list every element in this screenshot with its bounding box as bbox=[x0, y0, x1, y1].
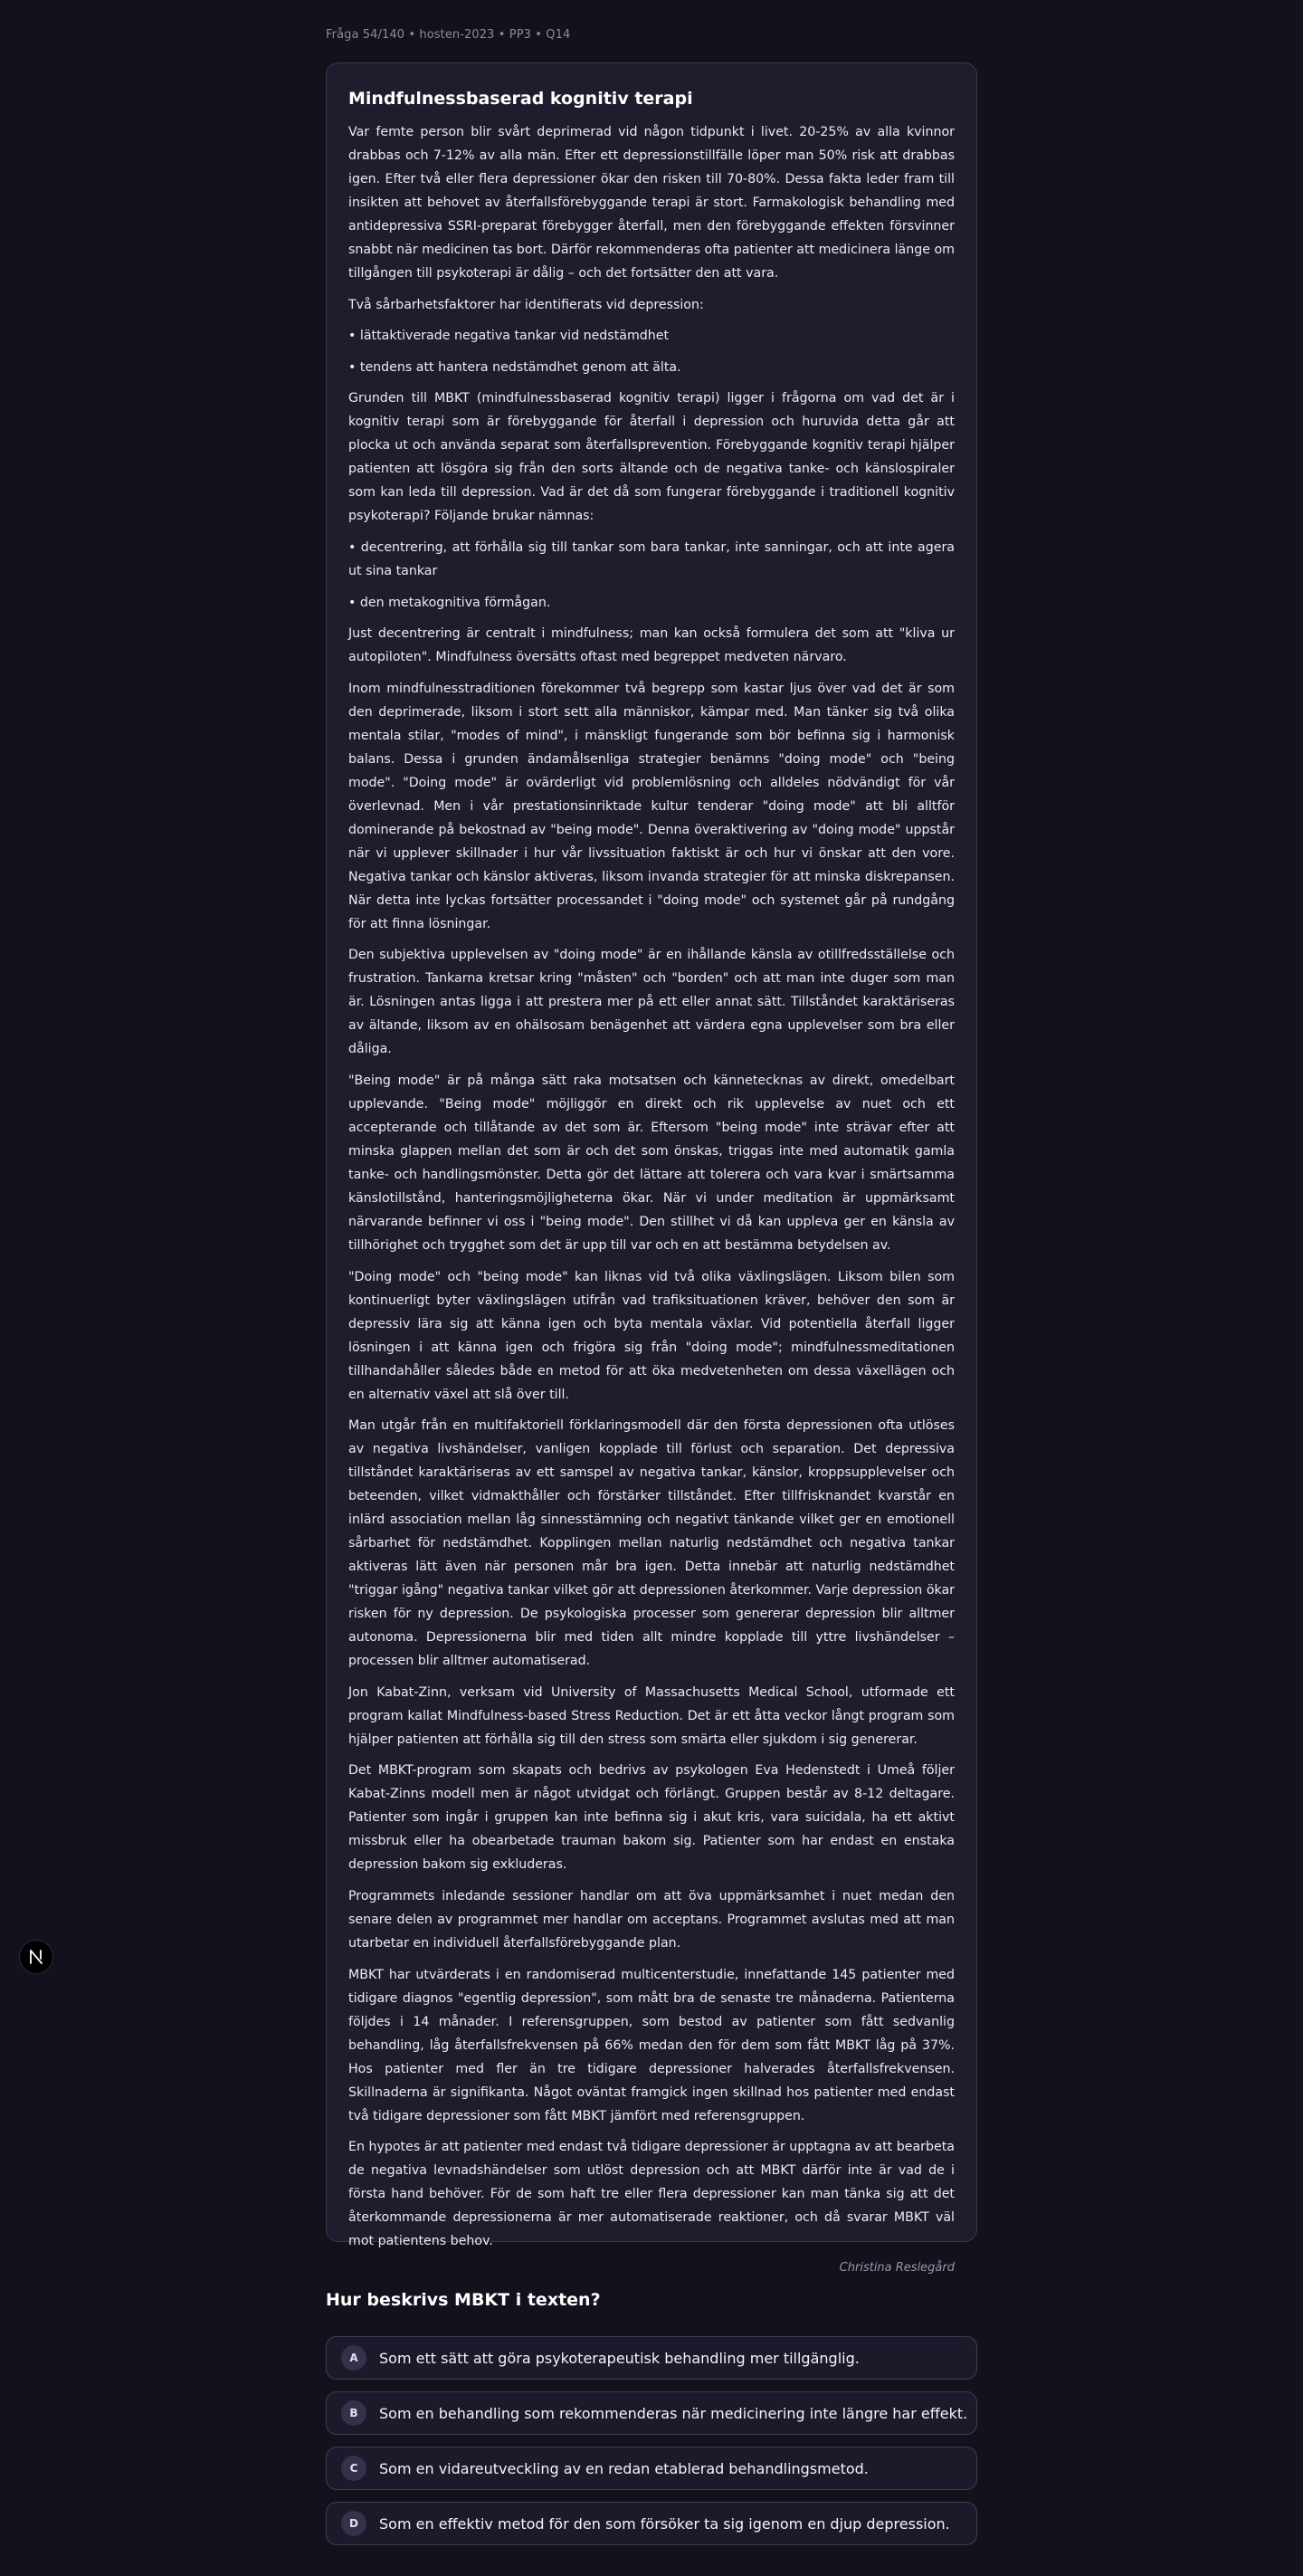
article-paragraph: • den metakognitiva förmågan. bbox=[348, 595, 551, 610]
article-paragraph: • lättaktiverade negativa tankar vid nedstämdhet bbox=[348, 329, 670, 344]
option-text: Som en behandling som rekommenderas när medicinering inte längre har effekt. bbox=[379, 2404, 968, 2422]
article-paragraph: Den subjektiva upplevelsen av "doing mode" är en ihållande känsla av otillfredsställelse och frustration. Tankarna kretsar kring "måsten" och "borden" och att man inte duger som man är. Lösningen antas ligga i att prestera mer på ett eller annat sätt. Tillståndet karaktäriseras av ältande, liksom av en ohälsosam benägenhet att värdera egna upplevelser som bra eller dåliga. bbox=[348, 948, 955, 1057]
article-paragraph: Två sårbarhetsfaktorer har identifierats vid depression: bbox=[348, 297, 704, 312]
option-letter-badge: C bbox=[341, 2456, 366, 2481]
next-logo-glyph bbox=[28, 1949, 44, 1965]
answer-option-d[interactable] bbox=[326, 2502, 977, 2545]
article-title: Mindfulnessbaserad kognitiv terapi bbox=[348, 89, 693, 109]
option-text: Som en vidareutveckling av en redan etablerad behandlingsmetod. bbox=[379, 2459, 869, 2477]
article-paragraph: • tendens att hantera nedstämdhet genom att älta. bbox=[348, 359, 681, 375]
option-letter-badge: B bbox=[341, 2400, 366, 2426]
article-paragraph: "Being mode" är på många sätt raka motsatsen och kännetecknas av direkt, omedelbart upplevande. "Being mode" möjliggör en direkt och rik upplevelse av nuet och ett accepterande och tillåtande av det som är. Eftersom "being mode" inte strävar efter att minska glappen mellan det som är och det som önskas, triggas inte med automatik gamla tanke- och handlingsmönster. Detta gör det lättare att tolerera och vara kvar i smärtsamma känslotillstånd, hanteringsmöjligheterna ökar. När vi under meditation är uppmärksamt närvarande befinner vi oss i "being mode". Den stillhet vi då kan uppleva ger en känsla av tillhörighet och trygghet som det är upp till var och en att bestämma betydelsen av. bbox=[348, 1073, 955, 1253]
article-paragraph: Inom mindfulnesstraditionen förekommer två begrepp som kastar ljus över vad det är som den deprimerade, liksom i stort sett alla människor, kämpar med. Man tänker sig två olika mentala stilar, "modes of mind", i mänskligt fungerande som bör befinna sig i harmonisk balans. Dessa i grunden ändamålsenliga strategier benämns "doing mode" och "being mode". "Doing mode" är ovärderligt vid problemlösning och alldeles nödvändigt för vår överlevnad. Men i vår prestationsinriktade kultur tenderar "doing mode" att bli alltför dominerande på bekostnad av "being mode". Denna överaktivering av "doing mode" uppstår när vi upplever skillnader i hur vår livssituation faktiskt är och hur vi önskar att den vore. Negativa tankar och känslor aktiveras, liksom invanda strategier för att minska diskrepansen. När detta inte lyckas fortsätter processandet i "doing mode" och systemet går på rundgång för att finna lösningar. bbox=[348, 681, 955, 931]
article-body bbox=[348, 120, 955, 2253]
article-paragraph: MBKT har utvärderats i en randomiserad multicenterstudie, innefattande 145 patienter med tidigare diagnos "egentlig depression", som mått bra de senaste tre månaderna. Patienterna följdes i 14 månader. I referensgruppen, som bestod av patienter som fått sedvanlig behandling, låg återfallsfrekvensen på 66% medan den för dem som fått MBKT låg på 37%. Hos patienter med fler än tre tidigare depressioner halverades återfallsfrekvensen. Skillnaderna är signifikanta. Något oväntat framgick ingen skillnad hos patienter med endast två tidigare depressioner som fått MBKT jämfört med referensgruppen. bbox=[348, 1967, 955, 2123]
answer-options bbox=[326, 2336, 977, 2557]
breadcrumb: Fråga 54/140 • hosten-2023 • PP3 • Q14 bbox=[326, 28, 571, 42]
option-letter-badge: A bbox=[341, 2345, 366, 2371]
article-paragraph: • decentrering, att förhålla sig till tankar som bara tankar, inte sanningar, och att inte agera ut sina tankar bbox=[348, 539, 955, 578]
article-paragraph: Man utgår från en multifaktoriell förklaringsmodell där den första depressionen ofta utlöses av negativa livshändelser, vanligen kopplade till förlust och separation. Det depressiva tillståndet karaktäriseras av ett samspel av negativa tankar, känslor, kroppsupplevelser och beteenden, vilket vidmakthåller och förstärker tillståndet. Efter tillfrisknandet kvarstår en inlärd association mellan låg sinnesstämning och negativt tänkande vilket ger en emotionell sårbarhet för nedstämdhet. Kopplingen mellan naturlig nedstämdhet och negativa tankar aktiveras lätt även när personen mår bra igen. Detta innebär att naturlig nedstämdhet "triggar igång" negativa tankar vilket gör att depressionen återkommer. Varje depression ökar risken för ny depression. De psykologiska processer som genererar depression blir alltmer autonoma. Depressionerna blir med tiden allt mindre kopplade till yttre livshändelser – processen blir alltmer automatiserad. bbox=[348, 1418, 955, 1669]
article-paragraph: Det MBKT-program som skapats och bedrivs av psykologen Eva Hedenstedt i Umeå följer Kabat-Zinns modell men är något utvidgat och förlängt. Gruppen består av 8-12 deltagare. Patienter som ingår i gruppen kan inte befinna sig i akut kris, vara suicidala, ha ett aktivt missbruk eller ha obearbetade trauman bakom sig. Patienter som har endast en enstaka depression bakom sig exkluderas. bbox=[348, 1763, 955, 1873]
article-paragraph: Grunden till MBKT (mindfulnessbaserad kognitiv terapi) ligger i frågorna om vad det är i kognitiv terapi som är förebyggande för återfall i depression och huruvida detta går att plocka ut och använda separat som återfallsprevention. Förebyggande kognitiv terapi hjälper patienten att lösgöra sig från den sorts ältande och de negativa tanke- och känslospiraler som kan leda till depression. Vad är det då som fungerar förebyggande i traditionell kognitiv psykoterapi? Följande brukar nämnas: bbox=[348, 391, 955, 524]
question-text: Hur beskrivs MBKT i texten? bbox=[326, 2290, 601, 2310]
article-author: Christina Reslegård bbox=[839, 2260, 955, 2275]
article-paragraph: Jon Kabat-Zinn, verksam vid University of Massachusetts Medical School, utformade ett program kallat Mindfulness-based Stress Reduction. Det är ett åtta veckor långt program som hjälper patienten att förhålla sig till den stress som smärta eller sjukdom i sig genererar. bbox=[348, 1684, 955, 1747]
article-card bbox=[326, 62, 977, 2275]
option-letter-badge: D bbox=[341, 2511, 366, 2536]
answer-option-b[interactable] bbox=[326, 2391, 977, 2435]
article-paragraph: En hypotes är att patienter med endast två tidigare depressioner är upptagna av att bearbeta de negativa levnadshändelser som utlöst depression och att MBKT därför inte är vad de i första hand behöver. För de som haft tre eller flera depressioner kan man tänka sig att det återkommande depressionerna är mer automatiserade reaktioner, och då svarar MBKT väl mot patientens behov. bbox=[348, 2140, 955, 2249]
option-text: Som en effektiv metod för den som försöker ta sig igenom en djup depression. bbox=[379, 2514, 950, 2533]
next-logo-icon[interactable] bbox=[19, 1940, 53, 1974]
article-paragraph: Just decentrering är centralt i mindfulness; man kan också formulera det som att "kliva ur autopiloten". Mindfulness översätts oftast med begreppet medveten närvaro. bbox=[348, 626, 955, 665]
answer-option-a[interactable] bbox=[326, 2336, 977, 2380]
answer-option-c[interactable] bbox=[326, 2447, 977, 2490]
article-paragraph: "Doing mode" och "being mode" kan liknas vid två olika växlingslägen. Liksom bilen som kontinuerligt byter växlingslägen utifrån vad trafiksituationen kräver, behöver den som är depressiv lära sig att känna igen och byta mentala växlar. Vid potentiella återfall ligger lösningen i att känna igen och frigöra sig från "doing mode"; mindfulnessmeditationen tillhandahåller således både en metod för att öka medvetenheten om dessa växellägen och en alternativ växel att slå över till. bbox=[348, 1269, 955, 1402]
article-paragraph: Programmets inledande sessioner handlar om att öva uppmärksamhet i nuet medan den senare delen av programmet mer handlar om acceptans. Programmet avslutas med att man utarbetar en individuell återfallsförebyggande plan. bbox=[348, 1888, 955, 1951]
option-text: Som ett sätt att göra psykoterapeutisk behandling mer tillgänglig. bbox=[379, 2349, 860, 2367]
article-paragraph: Var femte person blir svårt deprimerad vid någon tidpunkt i livet. 20-25% av alla kvinnor drabbas och 7-12% av alla män. Efter ett depressionstillfälle löper man 50% risk att drabbas igen. Efter två eller flera depressioner ökar den risken till 70-80%. Dessa fakta leder fram till insikten att behovet av återfallsförebyggande terapi är stort. Farmakologisk behandling med antidepressiva SSRI-preparat förebygger återfall, men den förebyggande effekten försvinner snabbt när medicinen tas bort. Därför rekommenderas ofta patienter att medicinera länge om tillgången till psykoterapi är dålig – och det fortsätter den att vara. bbox=[348, 125, 955, 281]
